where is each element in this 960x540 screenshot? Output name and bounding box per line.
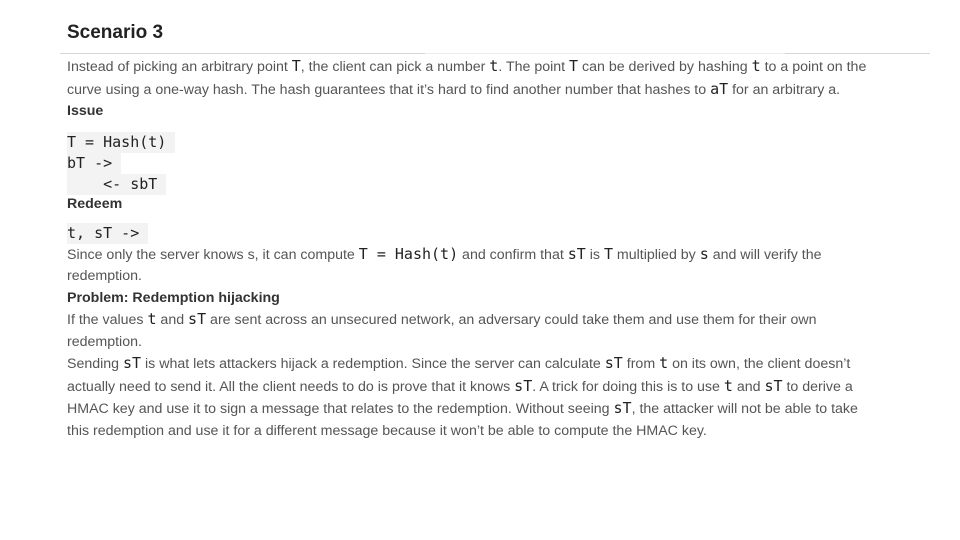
title-divider-middle	[425, 53, 785, 54]
inline-code: T	[569, 57, 579, 75]
title-divider-left	[60, 53, 425, 54]
text-run: . The point	[498, 59, 570, 75]
redeem-paragraph	[67, 244, 867, 288]
problem-heading: Problem: Redemption hijacking	[67, 289, 280, 306]
text-run: for an arbitrary a.	[728, 81, 841, 98]
text-run: and	[156, 312, 189, 328]
problem-paragraph-values	[67, 309, 867, 353]
text-run: and	[732, 378, 765, 395]
inline-code: t	[751, 57, 761, 75]
title-divider-right	[785, 53, 930, 54]
text-run: , the client can pick a number	[300, 59, 490, 75]
text-run: can be derived by hashing	[578, 59, 752, 75]
text-run: to a point on the curve using a one-way hash. The hash guarantees that it’s hard to find another number that hashes to	[67, 59, 867, 98]
inline-code: sT	[764, 376, 783, 395]
inline-code: sT	[604, 354, 623, 372]
code-line: <- sbT	[67, 174, 167, 193]
code-line: bT ->	[67, 153, 122, 172]
inline-code: T	[603, 244, 613, 263]
inline-code: sT	[123, 354, 142, 372]
text-run: is what lets attackers hijack a redemption. Since the server can calculate	[141, 356, 605, 372]
text-run: on its own, the client doesn’t actually need to send it. All the client needs to do is prove that it knows	[67, 356, 851, 395]
inline-code: t	[723, 376, 733, 395]
text-run: to derive a HMAC key and use it to sign a message that relates to the redemption. Without seeing	[67, 378, 853, 417]
inline-code: t	[147, 310, 157, 328]
inline-code: T	[291, 57, 301, 75]
issue-heading: Issue	[67, 103, 104, 119]
inline-code: sT	[567, 244, 586, 263]
problem-paragraph-sending	[67, 353, 867, 442]
text-run: and confirm that	[458, 246, 568, 263]
inline-code: aT	[710, 79, 729, 98]
text-run: are sent across an unsecured network, an adversary could take them and use them for their own redemption.	[67, 312, 817, 350]
code-line: T = Hash(t)	[67, 132, 176, 151]
text-run: Since only the server knows s, it can compute	[67, 246, 359, 263]
text-run: Sending	[67, 356, 124, 372]
text-run: and will verify the redemption.	[67, 246, 822, 284]
inline-code: T = Hash(t)	[358, 244, 459, 263]
text-run: from	[622, 356, 660, 372]
redeem-heading: Redeem	[67, 195, 123, 212]
text-run: is	[585, 246, 604, 263]
article-body	[67, 56, 867, 442]
inline-code: sT	[188, 310, 207, 328]
text-run: . A trick for doing this is to use	[532, 378, 724, 395]
text-run: multiplied by	[612, 246, 700, 263]
page-title: Scenario 3	[67, 22, 164, 43]
issue-code-block	[67, 132, 867, 195]
inline-code: s	[699, 244, 709, 263]
text-run: , the attacker will not be able to take this redemption and use it for a different message because it won’t be able to compute the HMAC key.	[67, 401, 858, 439]
text-run: Instead of picking an arbitrary point	[67, 59, 292, 75]
inline-code: t	[489, 57, 499, 75]
redeem-code-block	[67, 223, 867, 244]
intro-paragraph	[67, 56, 867, 101]
inline-code: sT	[613, 399, 632, 417]
text-run: If the values	[67, 312, 148, 328]
inline-code: sT	[514, 376, 533, 395]
inline-code: t	[659, 354, 669, 372]
code-line: t, sT ->	[67, 223, 149, 242]
